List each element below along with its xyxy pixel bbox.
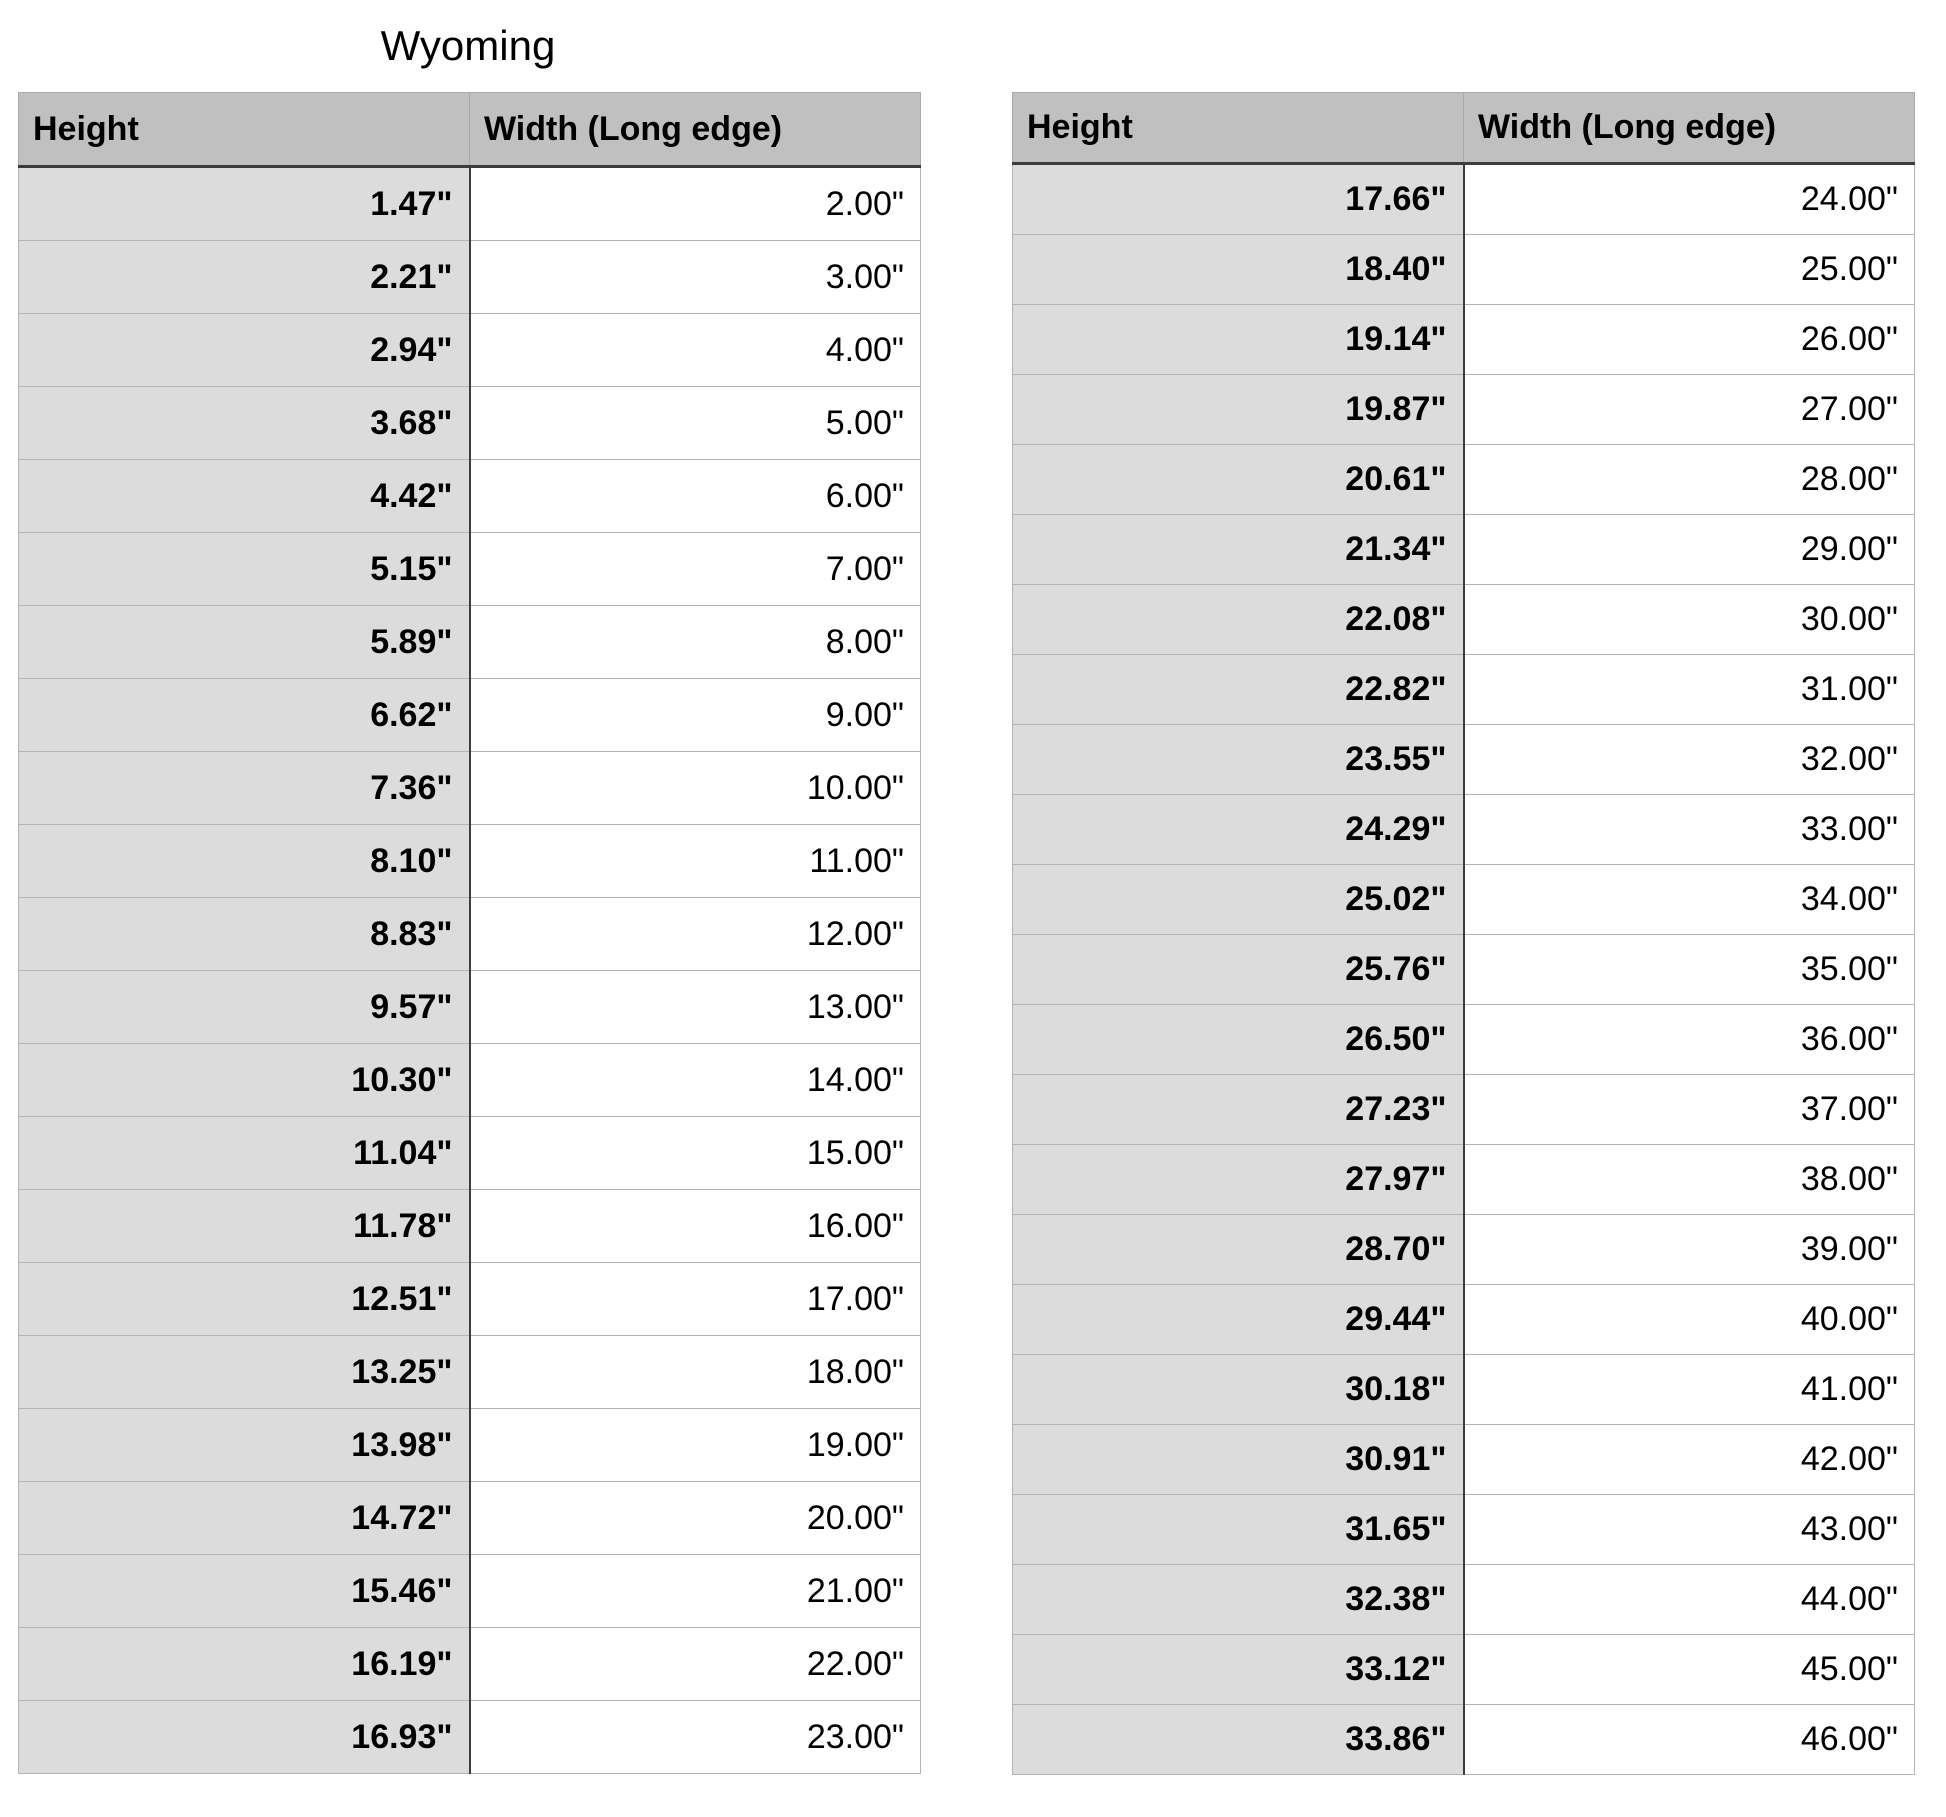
table-row — [1013, 515, 1915, 585]
table-row — [19, 314, 921, 387]
height-cell: 28.70" — [1013, 1215, 1464, 1285]
width-cell: 36.00" — [1464, 1005, 1915, 1075]
width-cell: 29.00" — [1464, 515, 1915, 585]
table-header-row — [19, 93, 921, 167]
table-row — [1013, 1285, 1915, 1355]
height-cell: 20.61" — [1013, 445, 1464, 515]
height-cell: 13.25" — [19, 1336, 470, 1409]
table-row — [19, 1409, 921, 1482]
height-cell: 5.89" — [19, 606, 470, 679]
table-row — [1013, 1495, 1915, 1565]
table-row — [19, 1701, 921, 1774]
column-header-height: Height — [19, 93, 470, 167]
table-row — [19, 825, 921, 898]
table-row — [19, 606, 921, 679]
width-cell: 31.00" — [1464, 655, 1915, 725]
size-table-right — [1012, 92, 1915, 1775]
width-cell: 9.00" — [470, 679, 921, 752]
table-row — [1013, 795, 1915, 865]
column-header-height: Height — [1013, 93, 1464, 164]
height-cell: 3.68" — [19, 387, 470, 460]
height-cell: 27.23" — [1013, 1075, 1464, 1145]
table-row — [1013, 935, 1915, 1005]
width-cell: 6.00" — [470, 460, 921, 533]
height-cell: 25.02" — [1013, 865, 1464, 935]
width-cell: 38.00" — [1464, 1145, 1915, 1215]
width-cell: 28.00" — [1464, 445, 1915, 515]
height-cell: 24.29" — [1013, 795, 1464, 865]
width-cell: 26.00" — [1464, 305, 1915, 375]
height-cell: 16.19" — [19, 1628, 470, 1701]
width-cell: 3.00" — [470, 241, 921, 314]
table-row — [19, 387, 921, 460]
height-cell: 15.46" — [19, 1555, 470, 1628]
table-row — [1013, 1005, 1915, 1075]
table-header-row — [1013, 93, 1915, 164]
table-row — [1013, 305, 1915, 375]
width-cell: 23.00" — [470, 1701, 921, 1774]
column-header-width: Width (Long edge) — [470, 93, 921, 167]
table-row — [19, 1336, 921, 1409]
table-row — [1013, 865, 1915, 935]
table-row — [19, 1555, 921, 1628]
table-row — [1013, 164, 1915, 235]
height-cell: 14.72" — [19, 1482, 470, 1555]
table-row — [19, 1117, 921, 1190]
table-row — [1013, 725, 1915, 795]
table-row — [1013, 1145, 1915, 1215]
table-row — [19, 1044, 921, 1117]
table-row — [19, 898, 921, 971]
height-cell: 7.36" — [19, 752, 470, 825]
width-cell: 11.00" — [470, 825, 921, 898]
height-cell: 17.66" — [1013, 164, 1464, 235]
column-header-width: Width (Long edge) — [1464, 93, 1915, 164]
table-row — [1013, 1425, 1915, 1495]
width-cell: 46.00" — [1464, 1705, 1915, 1775]
table-row — [1013, 1565, 1915, 1635]
height-cell: 8.83" — [19, 898, 470, 971]
table-row — [19, 971, 921, 1044]
width-cell: 8.00" — [470, 606, 921, 679]
width-cell: 43.00" — [1464, 1495, 1915, 1565]
width-cell: 18.00" — [470, 1336, 921, 1409]
height-cell: 2.21" — [19, 241, 470, 314]
height-cell: 19.14" — [1013, 305, 1464, 375]
height-cell: 21.34" — [1013, 515, 1464, 585]
height-cell: 22.08" — [1013, 585, 1464, 655]
width-cell: 22.00" — [470, 1628, 921, 1701]
height-cell: 10.30" — [19, 1044, 470, 1117]
height-cell: 2.94" — [19, 314, 470, 387]
table-row — [1013, 375, 1915, 445]
width-cell: 15.00" — [470, 1117, 921, 1190]
height-cell: 33.12" — [1013, 1635, 1464, 1705]
table-row — [1013, 1635, 1915, 1705]
table-row — [1013, 1215, 1915, 1285]
width-cell: 34.00" — [1464, 865, 1915, 935]
table-row — [19, 1190, 921, 1263]
width-cell: 39.00" — [1464, 1215, 1915, 1285]
width-cell: 17.00" — [470, 1263, 921, 1336]
height-cell: 31.65" — [1013, 1495, 1464, 1565]
height-cell: 30.91" — [1013, 1425, 1464, 1495]
table-row — [1013, 445, 1915, 515]
height-cell: 16.93" — [19, 1701, 470, 1774]
width-cell: 21.00" — [470, 1555, 921, 1628]
height-cell: 27.97" — [1013, 1145, 1464, 1215]
height-cell: 6.62" — [19, 679, 470, 752]
width-cell: 5.00" — [470, 387, 921, 460]
page-title: Wyoming — [380, 22, 556, 69]
table-row — [19, 752, 921, 825]
table-row — [1013, 655, 1915, 725]
table-row — [1013, 1705, 1915, 1775]
width-cell: 24.00" — [1464, 164, 1915, 235]
table-row — [19, 167, 921, 241]
width-cell: 7.00" — [470, 533, 921, 606]
height-cell: 25.76" — [1013, 935, 1464, 1005]
width-cell: 2.00" — [470, 167, 921, 241]
width-cell: 44.00" — [1464, 1565, 1915, 1635]
table-row — [19, 460, 921, 533]
height-cell: 18.40" — [1013, 235, 1464, 305]
height-cell: 4.42" — [19, 460, 470, 533]
width-cell: 25.00" — [1464, 235, 1915, 305]
height-cell: 19.87" — [1013, 375, 1464, 445]
width-cell: 30.00" — [1464, 585, 1915, 655]
table-row — [19, 1263, 921, 1336]
width-cell: 4.00" — [470, 314, 921, 387]
width-cell: 27.00" — [1464, 375, 1915, 445]
width-cell: 40.00" — [1464, 1285, 1915, 1355]
height-cell: 13.98" — [19, 1409, 470, 1482]
height-cell: 9.57" — [19, 971, 470, 1044]
width-cell: 19.00" — [470, 1409, 921, 1482]
height-cell: 29.44" — [1013, 1285, 1464, 1355]
height-cell: 5.15" — [19, 533, 470, 606]
table-row — [19, 241, 921, 314]
width-cell: 37.00" — [1464, 1075, 1915, 1145]
height-cell: 30.18" — [1013, 1355, 1464, 1425]
height-cell: 1.47" — [19, 167, 470, 241]
width-cell: 42.00" — [1464, 1425, 1915, 1495]
width-cell: 45.00" — [1464, 1635, 1915, 1705]
table-row — [1013, 585, 1915, 655]
table-row — [19, 533, 921, 606]
width-cell: 32.00" — [1464, 725, 1915, 795]
width-cell: 33.00" — [1464, 795, 1915, 865]
height-cell: 32.38" — [1013, 1565, 1464, 1635]
height-cell: 33.86" — [1013, 1705, 1464, 1775]
height-cell: 23.55" — [1013, 725, 1464, 795]
table-row — [19, 1482, 921, 1555]
height-cell: 26.50" — [1013, 1005, 1464, 1075]
height-cell: 11.04" — [19, 1117, 470, 1190]
width-cell: 41.00" — [1464, 1355, 1915, 1425]
height-cell: 11.78" — [19, 1190, 470, 1263]
table-row — [1013, 1075, 1915, 1145]
width-cell: 10.00" — [470, 752, 921, 825]
width-cell: 13.00" — [470, 971, 921, 1044]
width-cell: 14.00" — [470, 1044, 921, 1117]
table-row — [19, 1628, 921, 1701]
width-cell: 35.00" — [1464, 935, 1915, 1005]
width-cell: 20.00" — [470, 1482, 921, 1555]
table-row — [1013, 1355, 1915, 1425]
table-row — [19, 679, 921, 752]
width-cell: 16.00" — [470, 1190, 921, 1263]
height-cell: 8.10" — [19, 825, 470, 898]
height-cell: 22.82" — [1013, 655, 1464, 725]
table-row — [1013, 235, 1915, 305]
size-table-left — [18, 92, 921, 1774]
width-cell: 12.00" — [470, 898, 921, 971]
height-cell: 12.51" — [19, 1263, 470, 1336]
